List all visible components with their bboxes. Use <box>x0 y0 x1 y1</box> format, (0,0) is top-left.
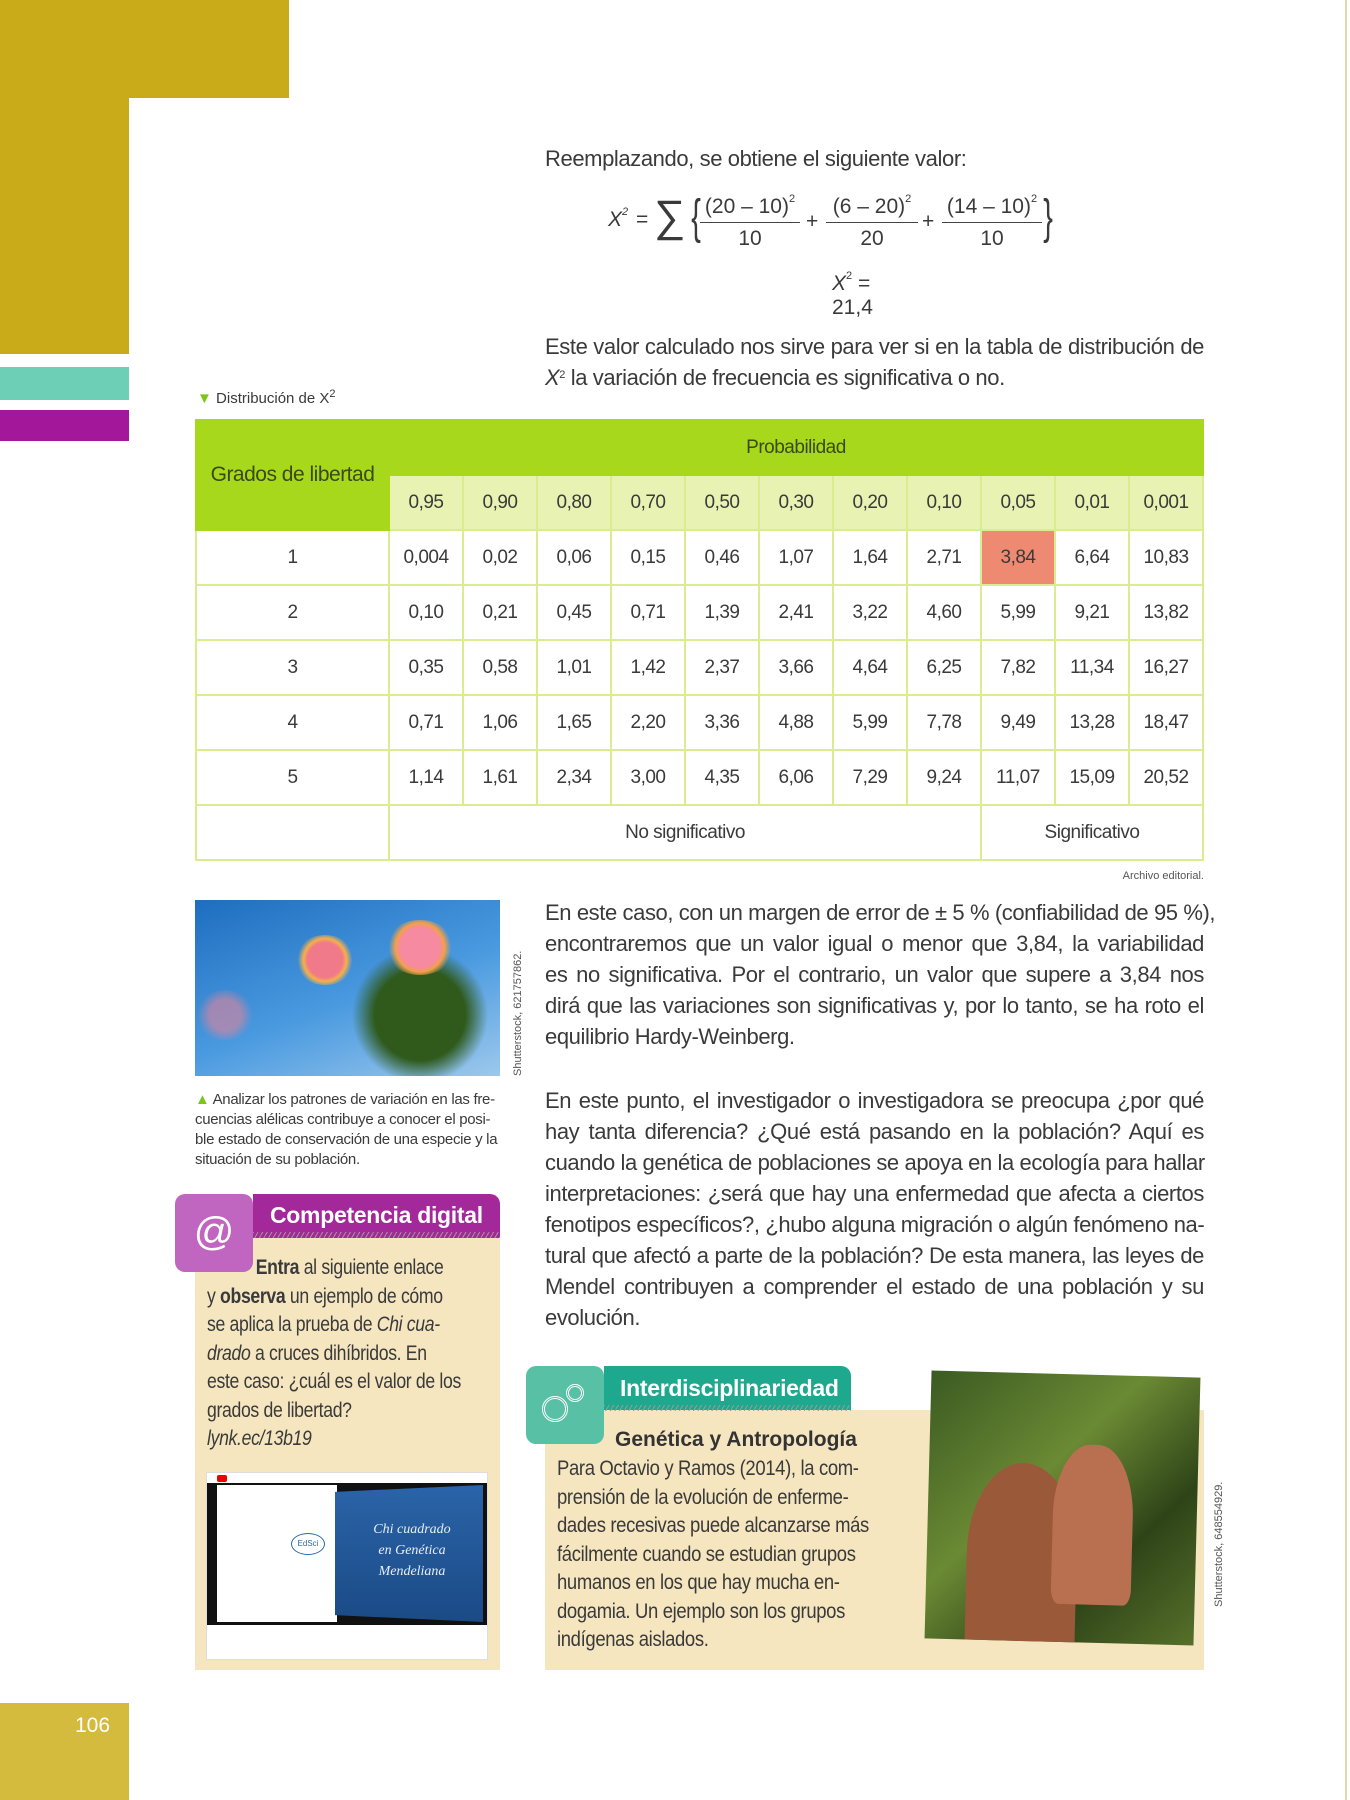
value-cell: 5,99 <box>833 695 907 750</box>
term-3: $\frac{(14 - 10)^2}{10}$ <box>942 195 1042 251</box>
plus: + <box>922 210 935 233</box>
line: dogamia. Un ejemplo son los grupos <box>557 1599 845 1623</box>
value-cell: 1,64 <box>833 530 907 585</box>
table-row <box>196 695 1203 750</box>
digital-text: Entra al siguiente enlace y observa un ejemplo de cómo se aplica la prueba de Chi cua- drado a cruces dihíbridos. En este caso: ¿cuál es el valor de los grados de libertad? lynk.ec/13b19 <box>207 1256 461 1450</box>
term-1: $\frac{(20 - 10)^2}{10}$ <box>700 195 800 251</box>
probability-header: 0,80 <box>537 475 611 530</box>
woman-child-photo <box>925 1371 1201 1646</box>
line: En este caso, con un margen de error de ± 5 % (confiabilidad de 95 %), <box>545 900 1216 925</box>
paragraph-3 <box>545 1085 1204 1333</box>
value-cell: 0,15 <box>611 530 685 585</box>
value-cell: 13,82 <box>1129 585 1203 640</box>
interdisc-title: Interdisciplinariedad <box>620 1375 839 1401</box>
value-cell: 1,07 <box>759 530 833 585</box>
value-cell: 4,88 <box>759 695 833 750</box>
photo-credit: Shutterstock, 621757862. <box>512 950 524 1076</box>
line: humanos en los que hay mucha en- <box>557 1571 840 1594</box>
photo-caption: ▲ Analizar los patrones de variación en las fre- cuencias alélicas contribuye a conocer el posi- ble estado de conservación de una especie y la situación de su población. <box>195 1091 498 1168</box>
formula-eq: = <box>636 208 649 231</box>
table-caption: ▼ Distribución de $X^2$ <box>197 388 336 407</box>
circles-icon <box>526 1366 604 1444</box>
value-cell: 9,21 <box>1055 585 1129 640</box>
value-cell: 3,00 <box>611 750 685 805</box>
line: cuando la genética de poblaciones se apoya en la ecología para hallar <box>545 1150 1205 1175</box>
value-cell: 6,25 <box>907 640 981 695</box>
critical-value-cell: 3,84 <box>981 530 1055 585</box>
df-cell: 5 <box>196 750 389 805</box>
value-cell: 9,49 <box>981 695 1055 750</box>
value-cell: 0,58 <box>463 640 537 695</box>
not-significant-label: No significativo <box>389 805 981 860</box>
value-cell: 7,82 <box>981 640 1055 695</box>
table-row <box>196 530 1203 585</box>
play-icon[interactable] <box>217 1475 227 1482</box>
magenta-band <box>0 410 129 441</box>
value-cell: 0,21 <box>463 585 537 640</box>
photo-credit: Shutterstock, 648554929. <box>1213 1481 1225 1607</box>
empty-cell <box>196 805 389 860</box>
paragraph-2 <box>545 897 1216 1052</box>
interdisc-text <box>557 1455 869 1655</box>
table-row <box>196 750 1203 805</box>
value-cell: 0,35 <box>389 640 463 695</box>
df-cell: 1 <box>196 530 389 585</box>
video-title: Chi cuadrado en Genética Mendeliana <box>373 1522 451 1579</box>
value-cell: 0,71 <box>389 695 463 750</box>
value-cell: 3,36 <box>685 695 759 750</box>
value-cell: 0,06 <box>537 530 611 585</box>
probability-header: 0,95 <box>389 475 463 530</box>
edsci-logo: EdSci <box>291 1533 325 1555</box>
video-thumbnail[interactable] <box>206 1472 488 1660</box>
value-cell: 20,52 <box>1129 750 1203 805</box>
right-edge-line <box>1345 0 1347 1800</box>
probability-header: 0,70 <box>611 475 685 530</box>
significance-row <box>196 805 1203 860</box>
value-cell: 0,45 <box>537 585 611 640</box>
value-cell: 2,71 <box>907 530 981 585</box>
page-number: 106 <box>75 1714 111 1737</box>
line: $X^2$ la variación de frecuencia es significativa o no. <box>545 365 1005 390</box>
value-cell: 1,61 <box>463 750 537 805</box>
value-cell: 9,24 <box>907 750 981 805</box>
value-cell: 18,47 <box>1129 695 1203 750</box>
df-cell: 2 <box>196 585 389 640</box>
value-cell: 15,09 <box>1055 750 1129 805</box>
line: evolución. <box>545 1305 641 1330</box>
value-cell: 1,06 <box>463 695 537 750</box>
video-link[interactable]: lynk.ec/13b19 <box>207 1427 312 1450</box>
value-cell: 7,78 <box>907 695 981 750</box>
formula-lhs: $X^2$ <box>608 206 629 231</box>
df-cell: 3 <box>196 640 389 695</box>
table-row <box>196 640 1203 695</box>
value-cell: 3,22 <box>833 585 907 640</box>
row-header: Grados de libertad <box>196 420 389 530</box>
hatch-divider <box>253 1232 500 1238</box>
sum-symbol: ∑ <box>654 192 686 241</box>
line: interpretaciones: ¿será que hay una enfermedad que afecta a ciertos <box>545 1181 1204 1206</box>
line: En este punto, el investigador o investigadora se preocupa ¿por qué <box>545 1088 1204 1113</box>
line: equilibrio Hardy-Weinberg. <box>545 1024 795 1049</box>
value-cell: 2,37 <box>685 640 759 695</box>
at-icon: @ <box>175 1194 253 1272</box>
significant-label: Significativo <box>981 805 1203 860</box>
triangle-up-icon: ▲ <box>195 1091 210 1108</box>
line: fenotipos específicos?, ¿hubo alguna migración o algún fenómeno na- <box>545 1212 1205 1237</box>
probability-header: 0,10 <box>907 475 981 530</box>
line: dirá que las variaciones son significativas y, por lo tanto, se ha roto el <box>545 993 1204 1018</box>
value-cell: 3,66 <box>759 640 833 695</box>
value-cell: 11,34 <box>1055 640 1129 695</box>
formula-result: $X^2 = 21,4$ <box>832 270 873 319</box>
probability-header: 0,90 <box>463 475 537 530</box>
probability-header: 0,01 <box>1055 475 1129 530</box>
line: indígenas aislados. <box>557 1628 709 1651</box>
value-cell: 1,39 <box>685 585 759 640</box>
term-2: $\frac{(6 - 20)^2}{20}$ <box>826 195 918 251</box>
value-cell: 4,35 <box>685 750 759 805</box>
flower-photo <box>195 900 500 1076</box>
line: prensión de la evolución de enferme- <box>557 1485 849 1509</box>
value-cell: 2,41 <box>759 585 833 640</box>
table-row <box>196 585 1203 640</box>
table-source: Archivo editorial. <box>1122 870 1204 882</box>
value-cell: 1,65 <box>537 695 611 750</box>
value-cell: 0,10 <box>389 585 463 640</box>
value-cell: 0,004 <box>389 530 463 585</box>
value-cell: 13,28 <box>1055 695 1129 750</box>
line: tural que afectó a parte de la población? De esta manera, las leyes de <box>545 1243 1204 1268</box>
line: Este valor calculado nos sirve para ver si en la tabla de distribución de <box>545 334 1204 359</box>
line: Para Octavio y Ramos (2014), la com- <box>557 1457 859 1480</box>
value-cell: 7,29 <box>833 750 907 805</box>
chi-square-table <box>195 419 1204 861</box>
value-cell: 10,83 <box>1129 530 1203 585</box>
hatch-divider <box>604 1405 851 1411</box>
digital-title: Competencia digital <box>270 1202 483 1228</box>
value-cell: 6,64 <box>1055 530 1129 585</box>
interdisc-subtitle: Genética y Antropología <box>615 1428 857 1451</box>
open-brace: { <box>691 191 701 244</box>
plus: + <box>806 210 819 233</box>
value-cell: 4,60 <box>907 585 981 640</box>
probability-header: 0,20 <box>833 475 907 530</box>
value-cell: 0,02 <box>463 530 537 585</box>
line: fácilmente cuando se estudian grupos <box>557 1542 856 1566</box>
value-cell: 2,20 <box>611 695 685 750</box>
intro-text: Reemplazando, se obtiene el siguiente valor: <box>545 146 967 171</box>
probability-header: 0,30 <box>759 475 833 530</box>
probability-header: 0,001 <box>1129 475 1203 530</box>
value-cell: 2,34 <box>537 750 611 805</box>
value-cell: 1,42 <box>611 640 685 695</box>
value-cell: 1,14 <box>389 750 463 805</box>
value-cell: 1,01 <box>537 640 611 695</box>
teal-band <box>0 367 129 400</box>
line: es no significativa. Por el contrario, un valor que supere a 3,84 nos <box>545 962 1204 987</box>
line: encontraremos que un valor igual o menor que 3,84, la variabilidad <box>545 931 1204 956</box>
left-gold-band <box>0 0 129 354</box>
df-cell: 4 <box>196 695 389 750</box>
value-cell: 6,06 <box>759 750 833 805</box>
line: dades recesivas puede alcanzarse más <box>557 1514 869 1537</box>
probability-header: 0,50 <box>685 475 759 530</box>
triangle-down-icon: ▼ <box>197 390 212 407</box>
value-cell: 5,99 <box>981 585 1055 640</box>
paragraph-1 <box>545 331 1204 393</box>
value-cell: 4,64 <box>833 640 907 695</box>
value-cell: 16,27 <box>1129 640 1203 695</box>
value-cell: 0,71 <box>611 585 685 640</box>
line: Mendel contribuyen a comprender el estado de una población y su <box>545 1274 1204 1299</box>
value-cell: 11,07 <box>981 750 1055 805</box>
value-cell: 0,46 <box>685 530 759 585</box>
probability-header: 0,05 <box>981 475 1055 530</box>
close-brace: } <box>1043 191 1053 244</box>
group-header: Probabilidad <box>389 420 1203 475</box>
line: hay tanta diferencia? ¿Qué está pasando en la población? Aquí es <box>545 1119 1204 1144</box>
